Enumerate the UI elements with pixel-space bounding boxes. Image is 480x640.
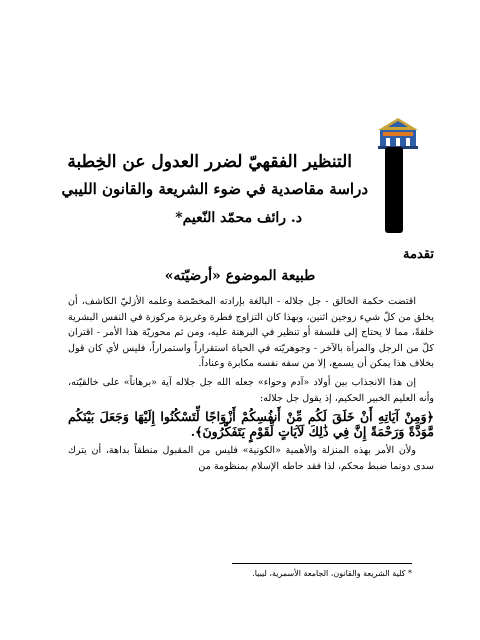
footnote: * كلية الشريعة والقانون، الجامعة الأسمرية، ليبيا. xyxy=(252,569,412,578)
paragraph: إن هذا الانجذاب بين أولاد «آدم وحواء» جعله الله جل جلاله آية «برهاناً» على خالقيّته، وأنه العليم الخبير الحكيم، إذ يقول جل جلاله: xyxy=(68,376,434,404)
university-logo-icon xyxy=(374,112,422,150)
article-title: التنظير الفقهيّ لضرر العدول عن الخِطبة xyxy=(67,152,352,172)
quran-verse: ﴿وَمِنْ آيَاتِهِ أَنْ خَلَقَ لَكُم مِّنْ أَنفُسِكُمْ أَزْوَاجًا لِّتَسْكُنُوا إِلَيْهَا وَجَعَلَ بَيْنَكُم مَّوَدَّةً وَرَحْمَةً إِنَّ فِي ذَٰلِكَ لَآيَاتٍ لِّقَوْمٍ يَتَفَكَّرُونَ﴾. xyxy=(68,409,434,440)
intro-heading: تقدمة xyxy=(403,247,434,262)
section-heading: طبيعة الموضوع «أرضيّته» xyxy=(164,268,316,284)
title-side-bar xyxy=(385,147,403,233)
footnote-separator xyxy=(232,563,412,564)
paragraph: اقتضت حكمة الخالق - جل جلاله - البالغة بإرادته المخصّصة وعلمه الأزليّ الكاشف، أن يخلق من كلّ شيء زوجين اثنين، وبهذا كان التزاوج فطرة وغريزة مركوزة في النفس البشرية خلقةً، مما لا يحتاج إلى فلسفة أو تنظير في البرهنة عليه، ومن ثم محوريّة هذا الأمر - اقتران كلّ من الرجل والمرأة بالآخر - وجوهريّته في الحياة استقراراً واستمراراً، فليس لأي كان قول بخلاف هذا يمكن أن يسمع، إلا من سفه نفسه مكابرة وعناداً. xyxy=(68,296,434,370)
article-body xyxy=(68,294,434,477)
article-subtitle: دراسة مقاصدية في ضوء الشريعة والقانون الليبي xyxy=(61,180,368,198)
paragraph: ولأن الأمر بهذه المنزلة والأهمية «الكونية» فليس من المقبول منطقاً بداهة، أن يترك سدى دونما ضبط محكم، لذا فقد حاطه الإسلام بمنظومة من xyxy=(68,445,434,472)
author-name: د. رائف محمّد النّعيم* xyxy=(175,210,302,226)
